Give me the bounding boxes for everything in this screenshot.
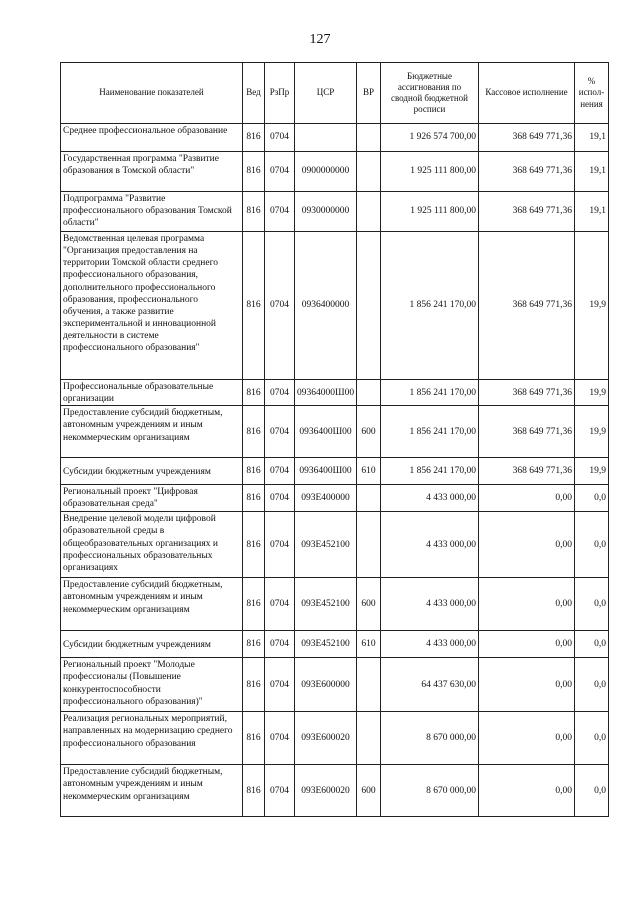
table-row: [61, 512, 609, 578]
row-csr: 093E452100: [295, 512, 357, 578]
row-vr: [357, 192, 381, 232]
row-rzpr: 0704: [265, 458, 295, 485]
row-pct: 19,9: [575, 458, 609, 485]
row-name: Подпрограмма "Развитие профессионального образования Томской области": [61, 192, 243, 232]
row-budget: 1 856 241 170,00: [381, 458, 479, 485]
row-cash: 0,00: [479, 512, 575, 578]
header-cash: Кассовое исполнение: [479, 63, 575, 124]
table-row: [61, 658, 609, 712]
row-pct: 0,0: [575, 512, 609, 578]
row-budget: 1 926 574 700,00: [381, 124, 479, 152]
row-pct: 0,0: [575, 658, 609, 712]
row-ved: 816: [243, 192, 265, 232]
row-rzpr: 0704: [265, 485, 295, 512]
row-ved: 816: [243, 406, 265, 458]
row-name: Профессиональные образовательные организации: [61, 380, 243, 406]
row-rzpr: 0704: [265, 765, 295, 817]
row-ved: 816: [243, 658, 265, 712]
row-vr: 610: [357, 631, 381, 658]
row-cash: 0,00: [479, 712, 575, 765]
header-ved: Вед: [243, 63, 265, 124]
row-ved: 816: [243, 458, 265, 485]
row-vr: 610: [357, 458, 381, 485]
row-pct: 19,1: [575, 124, 609, 152]
row-cash: 0,00: [479, 658, 575, 712]
row-cash: 0,00: [479, 485, 575, 512]
row-vr: [357, 152, 381, 192]
row-ved: 816: [243, 380, 265, 406]
table-row: [61, 631, 609, 658]
header-rzpr: РзПр: [265, 63, 295, 124]
row-csr: 0930000000: [295, 192, 357, 232]
row-pct: 0,0: [575, 765, 609, 817]
row-name: Субсидии бюджетным учреждениям: [61, 631, 243, 658]
row-vr: [357, 658, 381, 712]
row-rzpr: 0704: [265, 152, 295, 192]
table-header-row: [61, 63, 609, 124]
row-rzpr: 0704: [265, 192, 295, 232]
row-csr: 093E600020: [295, 765, 357, 817]
row-cash: 0,00: [479, 631, 575, 658]
row-cash: 368 649 771,36: [479, 380, 575, 406]
row-vr: [357, 124, 381, 152]
row-rzpr: 0704: [265, 406, 295, 458]
row-cash: 368 649 771,36: [479, 406, 575, 458]
row-budget: 64 437 630,00: [381, 658, 479, 712]
row-csr: 093E452100: [295, 631, 357, 658]
row-name: Государственная программа "Развитие образования в Томской области": [61, 152, 243, 192]
row-name: Предоставление субсидий бюджетным, автономным учреждениям и иным некоммерческим организациям: [61, 765, 243, 817]
row-csr: 093E452100: [295, 578, 357, 631]
row-csr: 093E600020: [295, 712, 357, 765]
row-pct: 19,9: [575, 380, 609, 406]
table-row: [61, 152, 609, 192]
table-row: [61, 380, 609, 406]
row-rzpr: 0704: [265, 124, 295, 152]
row-budget: 8 670 000,00: [381, 765, 479, 817]
row-csr: 093E600000: [295, 658, 357, 712]
table-row: [61, 192, 609, 232]
row-ved: 816: [243, 578, 265, 631]
row-cash: 0,00: [479, 578, 575, 631]
row-name: Среднее профессиональное образование: [61, 124, 243, 152]
row-name: Региональный проект "Цифровая образовательная среда": [61, 485, 243, 512]
row-ved: 816: [243, 712, 265, 765]
row-csr: 0900000000: [295, 152, 357, 192]
header-csr: ЦСР: [295, 63, 357, 124]
row-pct: 19,9: [575, 232, 609, 380]
row-csr: [295, 124, 357, 152]
row-budget: 8 670 000,00: [381, 712, 479, 765]
row-cash: 368 649 771,36: [479, 458, 575, 485]
row-budget: 4 433 000,00: [381, 578, 479, 631]
table-row: [61, 485, 609, 512]
row-csr: 0936400000: [295, 232, 357, 380]
row-rzpr: 0704: [265, 712, 295, 765]
row-rzpr: 0704: [265, 380, 295, 406]
header-name: Наименование показателей: [61, 63, 243, 124]
row-ved: 816: [243, 631, 265, 658]
row-name: Внедрение целевой модели цифровой образовательной среды в общеобразовательных организациях и профессиональных образовательных организациях: [61, 512, 243, 578]
budget-table: [60, 62, 609, 817]
header-pct: % испол-нения: [575, 63, 609, 124]
page-number: 127: [309, 32, 331, 47]
table-row: [61, 712, 609, 765]
row-cash: 0,00: [479, 765, 575, 817]
row-csr: 0936400Ш00: [295, 458, 357, 485]
row-rzpr: 0704: [265, 578, 295, 631]
row-rzpr: 0704: [265, 658, 295, 712]
row-vr: 600: [357, 765, 381, 817]
row-vr: [357, 232, 381, 380]
header-budget: Бюджетные ассигнования по сводной бюджетной росписи: [381, 63, 479, 124]
row-budget: 4 433 000,00: [381, 512, 479, 578]
table-row: [61, 458, 609, 485]
header-vr: ВР: [357, 63, 381, 124]
row-name: Предоставление субсидий бюджетным, автономным учреждениям и иным некоммерческим организациям: [61, 406, 243, 458]
row-csr: 0936400Ш00: [295, 406, 357, 458]
table-row: [61, 406, 609, 458]
table-row: [61, 232, 609, 380]
row-pct: 19,1: [575, 192, 609, 232]
table-row: [61, 765, 609, 817]
row-vr: 600: [357, 578, 381, 631]
row-pct: 0,0: [575, 578, 609, 631]
row-pct: 0,0: [575, 485, 609, 512]
row-ved: 816: [243, 152, 265, 192]
row-ved: 816: [243, 485, 265, 512]
row-cash: 368 649 771,36: [479, 152, 575, 192]
row-rzpr: 0704: [265, 512, 295, 578]
row-pct: 19,1: [575, 152, 609, 192]
row-vr: [357, 485, 381, 512]
row-budget: 4 433 000,00: [381, 485, 479, 512]
table-row: [61, 578, 609, 631]
row-name: Субсидии бюджетным учреждениям: [61, 458, 243, 485]
row-cash: 368 649 771,36: [479, 124, 575, 152]
row-name: Региональный проект "Молодые профессионалы (Повышение конкурентоспособности профессионального образования)": [61, 658, 243, 712]
row-budget: 4 433 000,00: [381, 631, 479, 658]
row-budget: 1 856 241 170,00: [381, 380, 479, 406]
row-pct: 19,9: [575, 406, 609, 458]
row-name: Ведомственная целевая программа "Организация предоставления на территории Томской области среднего профессионального образования, дополнительного профессионального образования, профессионального обучения, а также развитие экспериментальной и инновационной деятельности в системе профессионального образования": [61, 232, 243, 380]
row-ved: 816: [243, 512, 265, 578]
row-name: Предоставление субсидий бюджетным, автономным учреждениям и иным некоммерческим организациям: [61, 578, 243, 631]
row-budget: 1 856 241 170,00: [381, 406, 479, 458]
row-pct: 0,0: [575, 631, 609, 658]
row-rzpr: 0704: [265, 232, 295, 380]
row-ved: 816: [243, 765, 265, 817]
row-ved: 816: [243, 124, 265, 152]
row-vr: [357, 380, 381, 406]
row-ved: 816: [243, 232, 265, 380]
row-rzpr: 0704: [265, 631, 295, 658]
row-csr: 093E400000: [295, 485, 357, 512]
row-budget: 1 925 111 800,00: [381, 152, 479, 192]
row-budget: 1 856 241 170,00: [381, 232, 479, 380]
table-row: [61, 124, 609, 152]
row-budget: 1 925 111 800,00: [381, 192, 479, 232]
row-vr: 600: [357, 406, 381, 458]
row-cash: 368 649 771,36: [479, 232, 575, 380]
row-csr: 09364000Ш00: [295, 380, 357, 406]
row-pct: 0,0: [575, 712, 609, 765]
row-vr: [357, 712, 381, 765]
row-vr: [357, 512, 381, 578]
row-name: Реализация региональных мероприятий, направленных на модернизацию среднего профессионального образования: [61, 712, 243, 765]
row-cash: 368 649 771,36: [479, 192, 575, 232]
